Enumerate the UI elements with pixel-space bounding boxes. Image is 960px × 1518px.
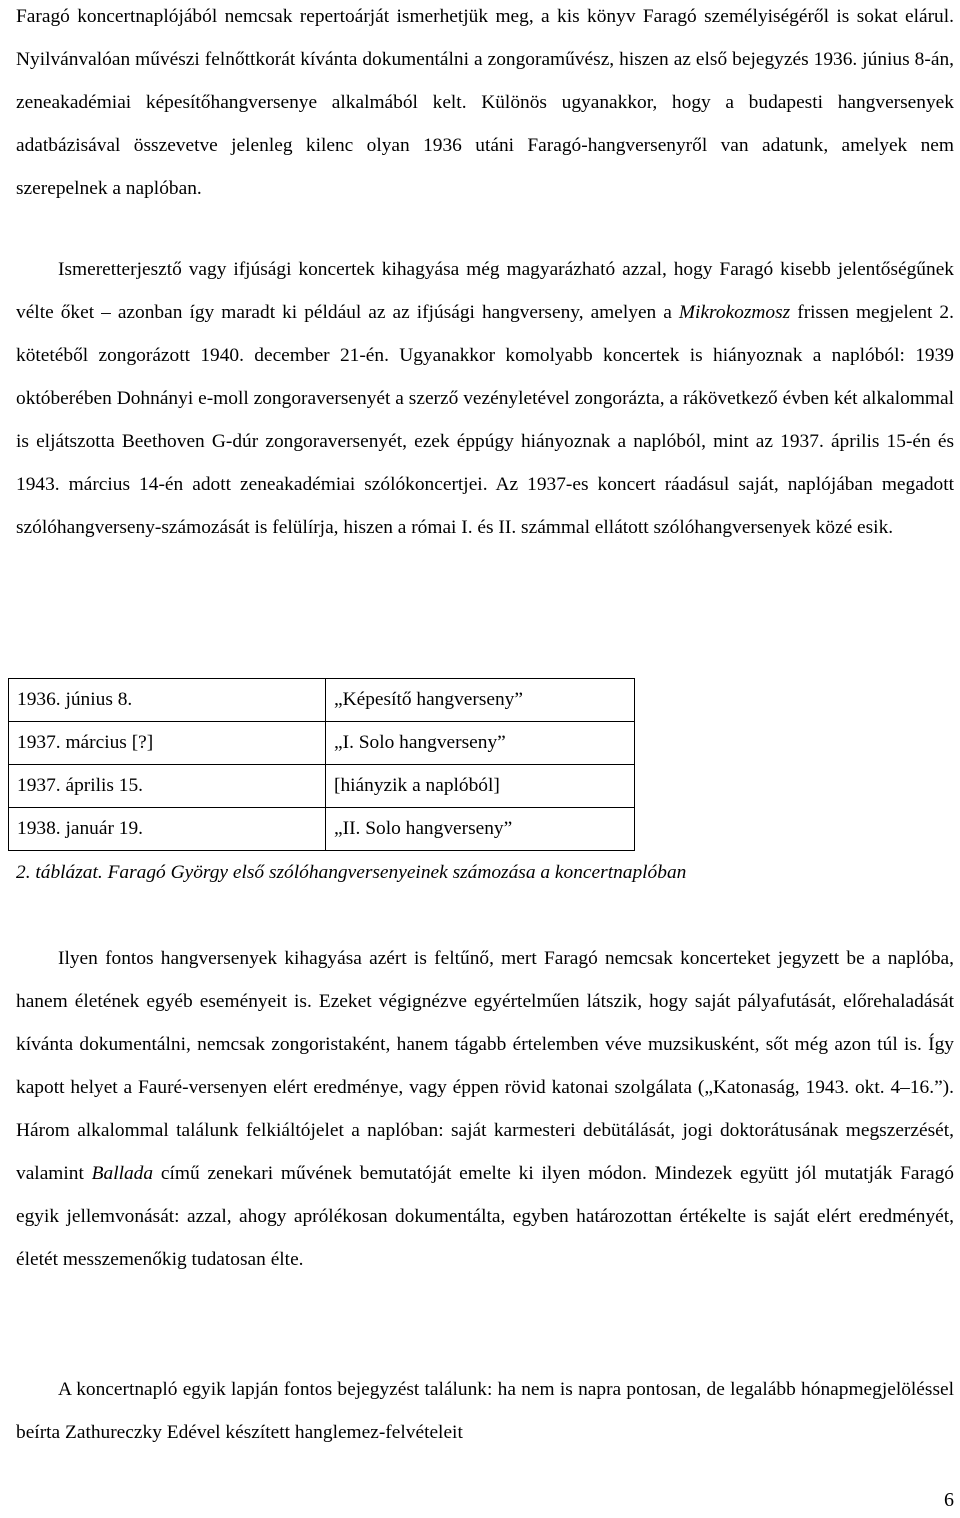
table-row (9, 679, 635, 722)
table-caption: 2. táblázat. Faragó György első szólóhangversenyeinek számozása a koncertnaplóban (16, 862, 687, 883)
table-row (9, 808, 635, 851)
paragraph-2-part-2: frissen megjelent 2. kötetéből zongorázott 1940. december 21-én. Ugyanakkor komolyabb koncertek is hiányoznak a naplóból: 1939 októberében Dohnányi e-moll zongoraversenyét a szerző vezényletével zongorázta, a rákövetkező évben két alkalommal is eljátszotta Beethoven G-dúr zongoraversenyét, ezek éppúgy hiányoznak a naplóból, mint az 1937. április 15-én és 1943. március 14-én adott zeneakadémiai szólókoncertjei. Az 1937-es koncert ráadásul saját, naplójában megadott szólóhangverseny-számozását is felülírja, hiszen a római I. és II. számmal ellátott szólóhangversenyek közé esik. (16, 302, 954, 538)
table-cell-entry: [hiányzik a naplóból] (326, 765, 635, 808)
paragraph-3-part-1: Ilyen fontos hangversenyek kihagyása azért is feltűnő, mert Faragó nemcsak koncerteket jegyzett be a naplóba, hanem életének egyéb eseményeit is. Ezeket végignézve egyértelműen látszik, hogy saját pályafutását, előrehaladását kívánta dokumentálni, nemcsak zongoristaként, hanem tágabb értelemben véve muzsikusként, sőt még azon túl is. Így kapott helyet a Fauré-versenyen elért eredménye, vagy éppen rövid katonai szolgálata („Katonaság, 1943. okt. 4–16.”). Három alkalommal találunk felkiáltójelet a naplóban: saját karmesteri debütálását, jogi doktorátusának megszerzését, valamint (16, 948, 954, 1184)
page-number: 6 (944, 1489, 954, 1511)
paragraph-2-part-1: Ismeretterjesztő vagy ifjúsági koncertek kihagyása még magyarázható azzal, hogy Faragó kisebb jelentőségűnek vélte őket – azonban így maradt ki például az az ifjúsági hangverseny, amelyen a (16, 259, 954, 323)
table-cell-date: 1937. március [?] (9, 722, 326, 765)
table-cell-entry: „Képesítő hangverseny” (326, 679, 635, 722)
work-title-ballada: Ballada (91, 1163, 154, 1184)
table-row (9, 722, 635, 765)
table-cell-entry: „II. Solo hangverseny” (326, 808, 635, 851)
paragraph-4: A koncertnapló egyik lapján fontos bejegyzést találunk: ha nem is napra pontosan, de legalább hónapmegjelöléssel beírta Zathureczky Edével készített hanglemez-felvételeit (16, 1379, 954, 1443)
paragraph-2 (16, 248, 954, 549)
work-title-mikrokozmosz: Mikrokozmosz (678, 302, 791, 323)
paragraph-1: Faragó koncertnaplójából nemcsak repertoárját ismerhetjük meg, a kis könyv Faragó személyiségéről is sokat elárul. Nyilvánvalóan művészi felnőttkorát kívánta dokumentálni a zongoraművész, hiszen az első bejegyzés 1936. június 8-án, zeneakadémiai képesítőhangversenye alkalmából kelt. Különös ugyanakkor, hogy a budapesti hangversenyek adatbázisával összevetve jelenleg kilenc olyan 1936 utáni Faragó-hangversenyről van adatunk, amelyek nem szerepelnek a naplóban. (16, 6, 954, 199)
paragraph-3-part-2: című zenekari művének bemutatóját emelte ki ilyen módon. Mindezek együtt jól mutatják Faragó egyik jellemvonását: azzal, ahogy aprólékosan dokumentálta, egyben határozottan értékelte is saját elért eredményét, életét messzemenőkig tudatosan élte. (16, 1163, 954, 1270)
table-row (9, 765, 635, 808)
paragraph-3 (16, 937, 954, 1281)
table-cell-date: 1936. június 8. (9, 679, 326, 722)
table-cell-date: 1937. április 15. (9, 765, 326, 808)
table-cell-date: 1938. január 19. (9, 808, 326, 851)
concert-numbering-table (8, 678, 635, 851)
table-cell-entry: „I. Solo hangverseny” (326, 722, 635, 765)
